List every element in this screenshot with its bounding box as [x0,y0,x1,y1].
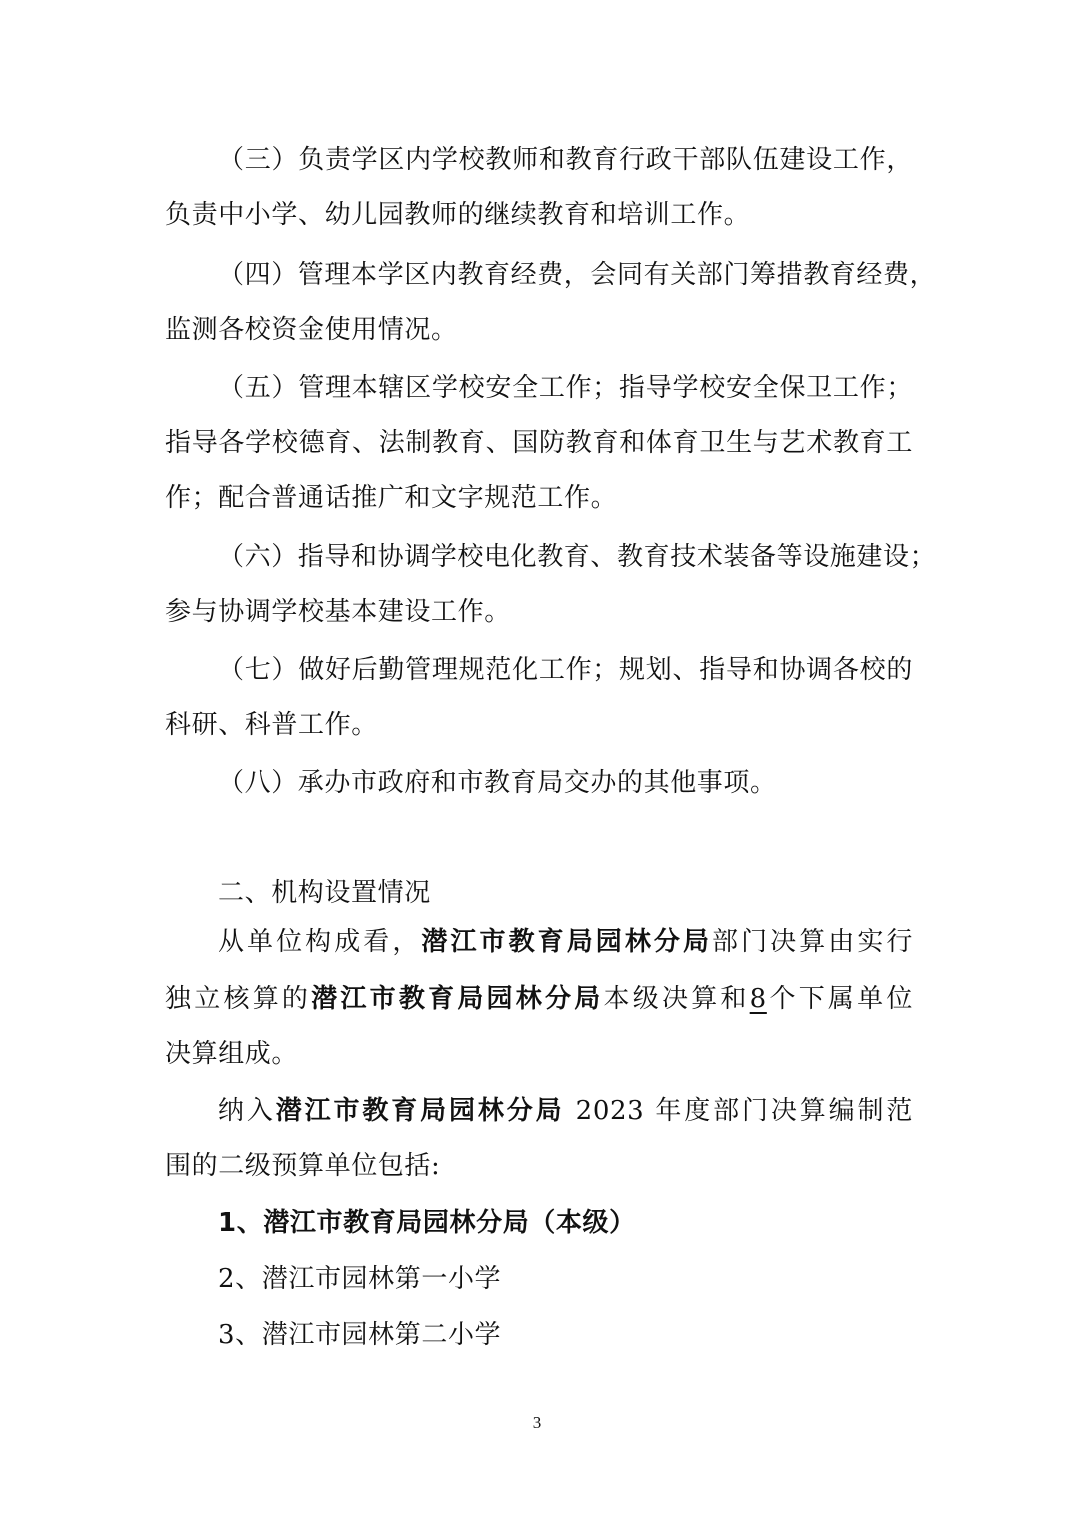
scope-text: 纳入 [218,1096,276,1126]
paragraph-3-line-1: （三）负责学区内学校教师和教育行政干部队伍建设工作， [218,145,913,175]
paragraph-6-line-2: 参与协调学校基本建设工作。 [165,597,511,627]
paragraph-5-line-2: 指导各学校德育、法制教育、国防教育和体育卫生与艺术教育工 [165,428,913,458]
composition-text: 从单位构成看， [218,927,422,957]
page-number: 3 [532,1413,542,1432]
paragraph-3-line-2: 负责中小学、幼儿园教师的继续教育和培训工作。 [165,200,751,230]
paragraph-6-line-1: （六）指导和协调学校电化教育、教育技术装备等设施建设； [218,542,937,572]
composition-text: 部门决算由实行 [712,927,913,957]
paragraph-7-line-2: 科研、科普工作。 [165,710,378,740]
unit-list-item: 1、潜江市教育局园林分局（本级） [218,1208,636,1238]
paragraph-4-line-2: 监测各校资金使用情况。 [165,315,458,345]
scope-text: 2023 年度部门决算编制范 [564,1096,913,1126]
paragraph-7-line-1: （七）做好后勤管理规范化工作；规划、指导和协调各校的 [218,655,913,685]
organization-name: 潜江市教育局园林分局 [311,984,604,1014]
section-heading: 二、机构设置情况 [218,878,431,908]
composition-text: 本级决算和 [603,984,750,1014]
scope-line-2: 围的二级预算单位包括: [165,1151,441,1181]
composition-line-3: 决算组成。 [165,1039,299,1069]
composition-text: 个下属单位 [766,984,913,1014]
organization-name: 潜江市教育局园林分局 [421,927,713,957]
paragraph-4-line-1: （四）管理本学区内教育经费，会同有关部门筹措教育经费， [218,260,937,290]
unit-list-item: 2、潜江市园林第一小学 [218,1264,502,1294]
scope-line-1 [218,1094,913,1128]
paragraph-5-line-3: 作；配合普通话推广和文字规范工作。 [165,483,618,513]
composition-line-2 [165,982,913,1016]
paragraph-8-line-1: （八）承办市政府和市教育局交办的其他事项。 [218,768,777,798]
subordinate-unit-count: 8 [749,984,767,1014]
composition-line-1 [218,925,913,959]
organization-name: 潜江市教育局园林分局 [275,1096,565,1126]
unit-list-item: 3、潜江市园林第二小学 [218,1320,502,1350]
composition-text: 独立核算的 [165,984,312,1014]
paragraph-5-line-1: （五）管理本辖区学校安全工作；指导学校安全保卫工作； [218,373,913,403]
